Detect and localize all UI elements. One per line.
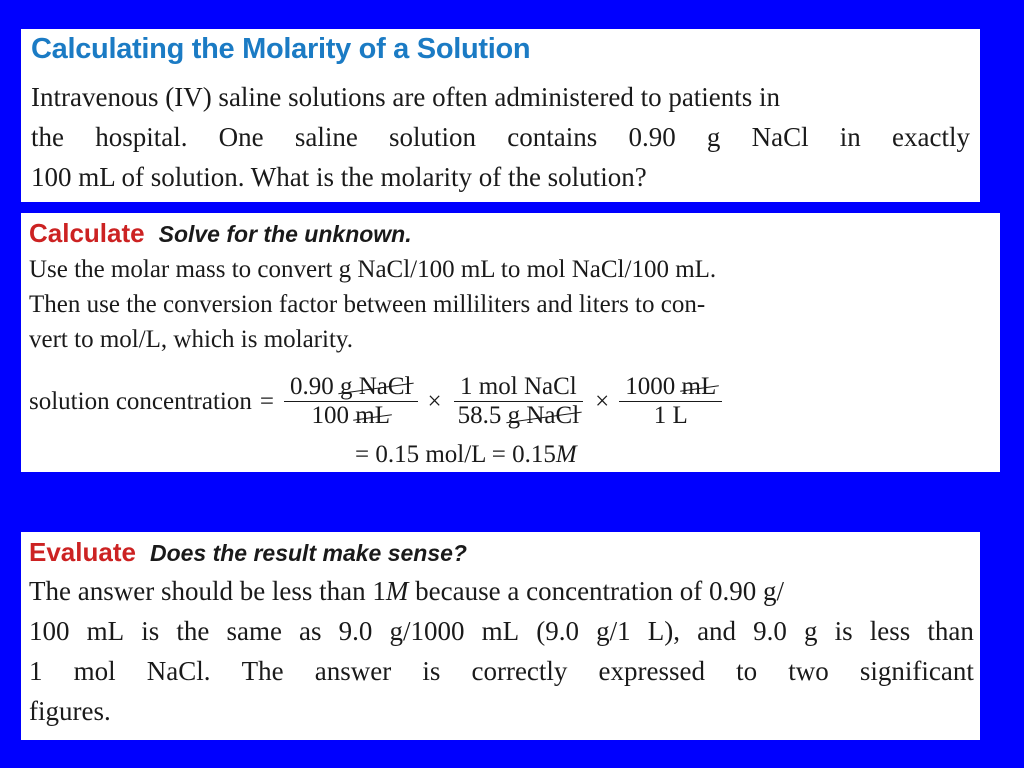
f1-denominator-value: 100 [311,402,350,429]
calculate-panel [21,213,1000,472]
calculate-heading [29,215,994,252]
f1-numerator-value: 0.90 [289,373,334,400]
times-sign-1: × [427,387,442,415]
evaluate-label: Evaluate [29,537,136,567]
f2-numerator: 1 mol NaCl [454,373,583,402]
problem-panel [21,29,980,202]
f3-denominator: 1 L [653,402,688,429]
equation-result [355,441,577,469]
f1-denominator-unit-cancelled: mL [355,402,390,429]
fraction-molar-mass [452,373,586,430]
calculate-line-2: Then use the conversion factor between milliliters and liters to con- [29,291,706,318]
f2-denominator-unit-cancelled: g NaCl [507,402,580,429]
equals-sign: = [259,387,274,415]
concentration-equation [29,373,724,430]
problem-line-2: the hospital. One saline solution contains 0.90 g NaCl in exactly [31,122,970,152]
evaluate-text [29,571,974,731]
fraction-mass-per-volume [284,373,418,430]
f3-numerator-value: 1000 [625,373,676,400]
evaluate-line-3: 1 mol NaCl. The answer is correctly expressed to two significant [29,656,974,686]
evaluate-line-2: 100 mL is the same as 9.0 g/1000 mL (9.0 g/1 L), and 9.0 g is less than [29,616,974,646]
problem-line-3: 100 mL of solution. What is the molarity of the solution? [31,162,647,192]
evaluate-heading [29,534,974,571]
problem-line-1: Intravenous (IV) saline solutions are often administered to patients in [31,82,781,112]
evaluate-line-4: figures. [29,696,111,726]
problem-text [31,77,970,197]
evaluate-subtitle: Does the result make sense? [149,540,467,566]
evaluate-line-1: The answer should be less than 1M because a concentration of 0.90 g/ [29,576,785,606]
calculate-line-1: Use the molar mass to convert g NaCl/100 mL to mol NaCl/100 mL. [29,256,717,283]
equation-label: solution concentration [29,387,252,415]
calculate-subtitle: Solve for the unknown. [158,221,412,247]
f2-denominator-value: 58.5 [457,402,502,429]
result-unit: M [555,441,577,468]
calculate-label: Calculate [29,218,145,248]
result-value: = 0.15 mol/L = 0.15 [355,441,556,468]
f3-numerator-unit-cancelled: mL [681,373,717,400]
f1-numerator-unit-cancelled: g NaCl [339,373,412,400]
times-sign-2: × [595,387,610,415]
fraction-ml-to-l [619,373,722,430]
evaluate-panel [21,532,980,740]
calculate-text [29,252,994,357]
calculate-line-3: vert to mol/L, which is molarity. [29,326,354,353]
page-title: Calculating the Molarity of a Solution [31,33,531,65]
